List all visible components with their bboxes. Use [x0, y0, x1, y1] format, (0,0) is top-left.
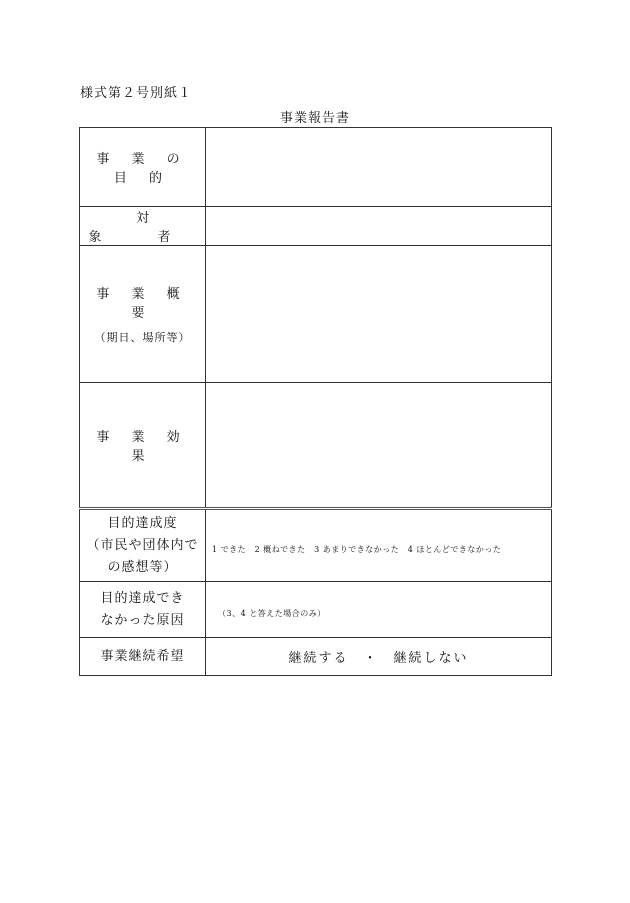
row-effect: [80, 383, 552, 509]
purpose-field[interactable]: [206, 128, 552, 207]
achievement-label-line1: 目的達成度: [107, 515, 178, 531]
failure-reason-label-cell: [80, 582, 206, 638]
achievement-field[interactable]: [206, 509, 552, 582]
continuation-choice[interactable]: 継続する ・ 継続しない: [206, 638, 552, 676]
effect-label: 事 業 効 果: [96, 430, 189, 464]
failure-reason-label-line2: なかった原因: [100, 612, 185, 628]
row-target: [80, 207, 552, 246]
target-field[interactable]: [206, 207, 552, 246]
document-title: 事業報告書: [279, 111, 350, 126]
effect-label-cell: [80, 383, 206, 509]
continuation-label: 事業継続希望: [100, 648, 185, 664]
failure-reason-field[interactable]: [206, 582, 552, 638]
row-overview: [80, 246, 552, 383]
row-achievement: [80, 509, 552, 582]
overview-sublabel: （期日、場所等）: [94, 331, 191, 344]
failure-reason-label-line1: 目的達成でき: [100, 590, 185, 606]
failure-reason-note: （3、4 と答えた場合のみ）: [218, 609, 326, 618]
achievement-label-line3: の感想等）: [107, 559, 178, 575]
purpose-label: 事 業 の 目 的: [96, 152, 189, 186]
overview-label-cell: [80, 246, 206, 383]
continuation-label-cell: [80, 638, 206, 676]
achievement-label-cell: [80, 509, 206, 582]
overview-label: 事 業 概 要: [96, 287, 189, 321]
report-table: [79, 127, 552, 676]
achievement-label-line2: （市民や団体内で: [86, 537, 199, 553]
target-label: 対 象 者: [88, 211, 197, 245]
achievement-options: 1 できた 2 概ねできた 3 あまりできなかった 4 ほとんどできなかった: [212, 545, 502, 554]
overview-field[interactable]: [206, 246, 552, 383]
purpose-label-cell: [80, 128, 206, 207]
target-label-cell: [80, 207, 206, 246]
row-purpose: [80, 128, 552, 207]
row-failure-reason: [80, 582, 552, 638]
row-continuation: [80, 638, 552, 676]
form-number: 様式第２号別紙１: [80, 86, 193, 101]
effect-field[interactable]: [206, 383, 552, 509]
